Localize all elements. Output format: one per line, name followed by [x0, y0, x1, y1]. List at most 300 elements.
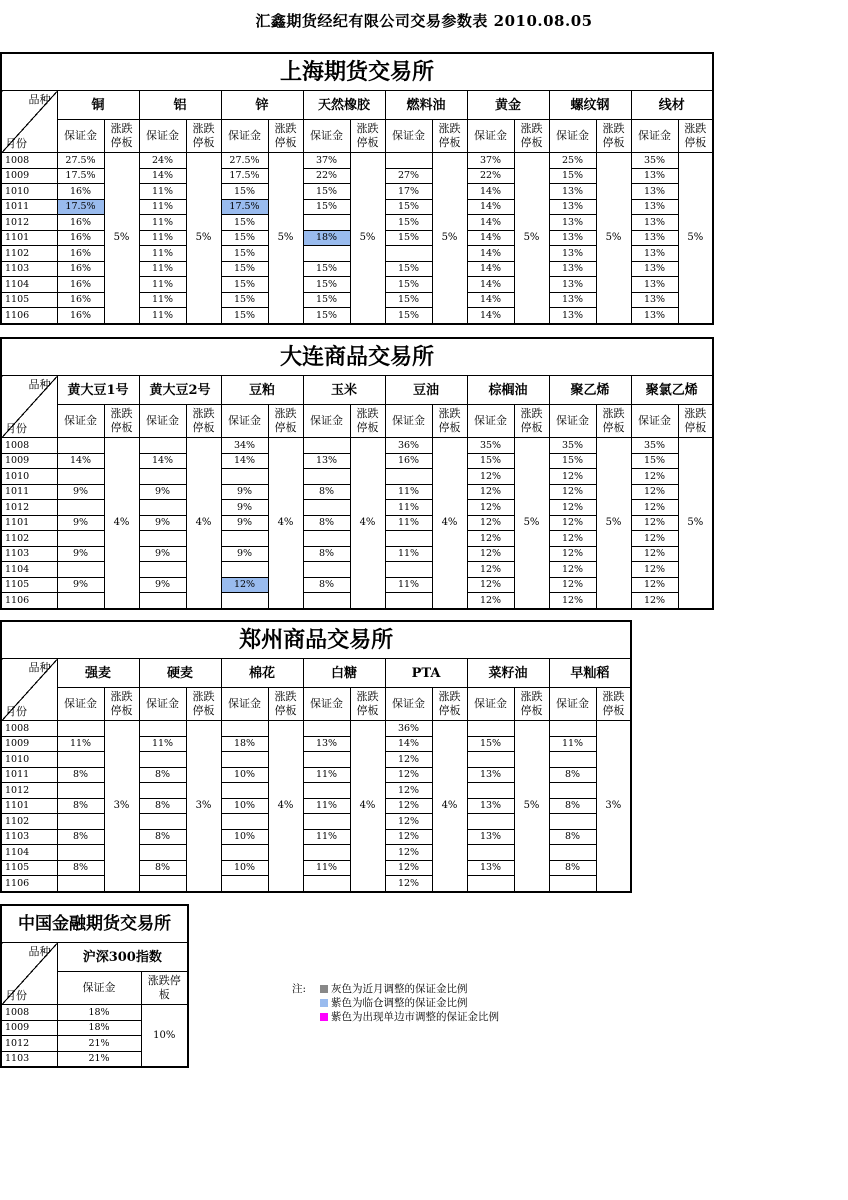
month-cell: 1104 — [1, 562, 57, 578]
month-cell: 1104 — [1, 845, 57, 861]
margin-cell: 12% — [467, 546, 514, 562]
product-name: 聚氯乙烯 — [631, 376, 713, 405]
product-name: 聚乙烯 — [549, 376, 631, 405]
margin-cell — [57, 721, 104, 737]
margin-cell: 14% — [467, 277, 514, 293]
limit-cell: 4% — [432, 438, 467, 609]
margin-cell — [467, 814, 514, 830]
margin-cell: 13% — [549, 184, 596, 200]
margin-cell: 13% — [549, 199, 596, 215]
product-name: 白糖 — [303, 659, 385, 688]
dce-table — [0, 337, 714, 610]
margin-cell: 15% — [221, 292, 268, 308]
margin-cell — [221, 783, 268, 799]
margin-cell: 10% — [221, 798, 268, 814]
margin-cell: 13% — [631, 261, 678, 277]
product-name: PTA — [385, 659, 467, 688]
corner-bottom-label: 月份 — [5, 137, 27, 150]
corner-cell — [1, 376, 57, 438]
margin-cell: 12% — [221, 577, 268, 593]
margin-cell: 16% — [57, 308, 104, 324]
month-cell: 1103 — [1, 261, 57, 277]
limit-header: 涨跌停板 — [432, 688, 467, 721]
product-name: 铝 — [139, 91, 221, 120]
limit-cell: 4% — [350, 721, 385, 892]
product-name: 豆油 — [385, 376, 467, 405]
margin-cell: 12% — [549, 484, 596, 500]
margin-cell: 9% — [221, 546, 268, 562]
margin-header: 保证金 — [221, 120, 268, 153]
margin-cell: 8% — [57, 798, 104, 814]
margin-cell: 13% — [631, 230, 678, 246]
margin-cell — [467, 752, 514, 768]
product-name: 天然橡胶 — [303, 91, 385, 120]
margin-cell: 15% — [221, 184, 268, 200]
margin-cell: 13% — [631, 184, 678, 200]
margin-cell: 13% — [549, 308, 596, 324]
margin-cell — [303, 721, 350, 737]
margin-cell: 12% — [385, 876, 432, 892]
month-cell: 1106 — [1, 308, 57, 324]
margin-cell: 11% — [139, 246, 186, 262]
limit-cell: 5% — [514, 721, 549, 892]
margin-cell: 12% — [631, 469, 678, 485]
cffex-section — [0, 904, 189, 1068]
margin-cell: 9% — [221, 484, 268, 500]
limit-cell: 4% — [186, 438, 221, 609]
product-name: 线材 — [631, 91, 713, 120]
margin-header: 保证金 — [57, 405, 104, 438]
margin-cell: 13% — [467, 829, 514, 845]
margin-cell: 27% — [385, 168, 432, 184]
month-cell: 1104 — [1, 277, 57, 293]
product-name: 菜籽油 — [467, 659, 549, 688]
margin-cell: 12% — [385, 798, 432, 814]
month-cell: 1105 — [1, 860, 57, 876]
limit-header: 涨跌停板 — [268, 405, 303, 438]
margin-header: 保证金 — [549, 405, 596, 438]
margin-cell — [303, 438, 350, 454]
limit-cell: 3% — [186, 721, 221, 892]
product-name: 燃料油 — [385, 91, 467, 120]
margin-cell — [385, 531, 432, 547]
margin-cell: 8% — [57, 860, 104, 876]
gray-swatch-icon — [320, 985, 328, 993]
margin-cell: 14% — [467, 308, 514, 324]
dce-section — [0, 337, 714, 610]
margin-cell — [549, 752, 596, 768]
limit-cell: 4% — [268, 438, 303, 609]
margin-header: 保证金 — [385, 120, 432, 153]
corner-cell — [1, 91, 57, 153]
margin-cell: 18% — [221, 736, 268, 752]
margin-cell: 11% — [139, 230, 186, 246]
margin-cell: 11% — [139, 736, 186, 752]
margin-cell — [57, 814, 104, 830]
margin-cell: 15% — [385, 230, 432, 246]
cffex-title: 中国金融期货交易所 — [1, 905, 188, 943]
limit-cell: 5% — [678, 438, 713, 609]
month-cell: 1011 — [1, 199, 57, 215]
margin-cell — [303, 531, 350, 547]
margin-cell: 13% — [631, 308, 678, 324]
limit-header: 涨跌停板 — [678, 405, 713, 438]
margin-cell: 12% — [549, 531, 596, 547]
margin-cell: 14% — [467, 261, 514, 277]
margin-cell — [57, 500, 104, 516]
limit-cell: 5% — [186, 153, 221, 324]
margin-cell: 25% — [549, 153, 596, 169]
margin-cell: 8% — [139, 767, 186, 783]
limit-header: 涨跌停板 — [186, 688, 221, 721]
limit-header: 涨跌停板 — [104, 120, 139, 153]
margin-cell: 9% — [139, 484, 186, 500]
margin-cell — [57, 531, 104, 547]
margin-cell — [57, 752, 104, 768]
limit-header: 涨跌停板 — [514, 405, 549, 438]
margin-header: 保证金 — [221, 405, 268, 438]
month-cell: 1105 — [1, 577, 57, 593]
margin-header: 保证金 — [303, 120, 350, 153]
margin-cell: 10% — [221, 767, 268, 783]
margin-cell — [467, 721, 514, 737]
corner-cell — [1, 943, 57, 1005]
month-cell: 1008 — [1, 721, 57, 737]
margin-cell: 12% — [549, 469, 596, 485]
margin-cell: 11% — [385, 546, 432, 562]
margin-header: 保证金 — [467, 688, 514, 721]
month-cell: 1009 — [1, 168, 57, 184]
cffex-table — [0, 904, 189, 1068]
margin-cell: 21% — [57, 1036, 141, 1052]
margin-cell: 35% — [549, 438, 596, 454]
czce-title: 郑州商品交易所 — [1, 621, 631, 659]
margin-cell: 12% — [631, 531, 678, 547]
margin-cell: 15% — [221, 308, 268, 324]
note-prefix: 注: — [292, 983, 307, 995]
margin-cell: 15% — [385, 215, 432, 231]
margin-cell: 13% — [467, 798, 514, 814]
margin-cell: 22% — [303, 168, 350, 184]
month-cell: 1101 — [1, 798, 57, 814]
margin-cell: 13% — [631, 168, 678, 184]
limit-cell: 5% — [104, 153, 139, 324]
margin-cell: 11% — [139, 184, 186, 200]
margin-cell: 16% — [385, 453, 432, 469]
note-gray: 灰色为近月调整的保证金比例 — [331, 983, 468, 995]
month-cell: 1102 — [1, 814, 57, 830]
margin-cell: 9% — [139, 577, 186, 593]
margin-header: 保证金 — [139, 405, 186, 438]
margin-cell: 11% — [139, 277, 186, 293]
margin-cell: 16% — [57, 215, 104, 231]
margin-cell — [303, 876, 350, 892]
margin-cell: 18% — [57, 1005, 141, 1021]
margin-cell — [139, 469, 186, 485]
margin-cell: 15% — [385, 261, 432, 277]
margin-cell: 13% — [549, 277, 596, 293]
limit-header: 涨跌停板 — [596, 405, 631, 438]
margin-cell: 10% — [221, 860, 268, 876]
margin-cell: 17% — [385, 184, 432, 200]
margin-cell — [303, 215, 350, 231]
month-cell: 1105 — [1, 292, 57, 308]
margin-cell: 15% — [467, 736, 514, 752]
product-name: 锌 — [221, 91, 303, 120]
month-cell: 1009 — [1, 1020, 57, 1036]
margin-cell — [57, 876, 104, 892]
margin-cell: 24% — [139, 153, 186, 169]
product-name: 黄大豆1号 — [57, 376, 139, 405]
margin-cell — [139, 500, 186, 516]
limit-header: 涨跌停板 — [268, 120, 303, 153]
margin-cell: 15% — [303, 292, 350, 308]
margin-cell: 13% — [631, 292, 678, 308]
margin-cell — [467, 876, 514, 892]
margin-cell — [57, 562, 104, 578]
limit-header: 涨跌停板 — [514, 120, 549, 153]
margin-cell: 14% — [467, 292, 514, 308]
margin-cell: 11% — [139, 292, 186, 308]
shfe-title: 上海期货交易所 — [1, 53, 713, 91]
margin-cell: 9% — [57, 577, 104, 593]
margin-cell — [139, 438, 186, 454]
margin-cell: 13% — [303, 453, 350, 469]
czce-section — [0, 620, 632, 893]
product-name: 沪深300指数 — [57, 943, 188, 972]
margin-cell: 12% — [467, 500, 514, 516]
margin-cell: 8% — [139, 798, 186, 814]
margin-cell — [221, 814, 268, 830]
margin-cell: 15% — [221, 277, 268, 293]
margin-cell: 27.5% — [221, 153, 268, 169]
margin-cell — [303, 593, 350, 609]
margin-cell — [467, 783, 514, 799]
limit-header: 涨跌停板 — [268, 688, 303, 721]
margin-cell: 12% — [385, 783, 432, 799]
margin-cell: 15% — [631, 453, 678, 469]
margin-cell: 12% — [631, 515, 678, 531]
month-cell: 1008 — [1, 438, 57, 454]
margin-cell: 8% — [303, 577, 350, 593]
limit-cell: 3% — [104, 721, 139, 892]
margin-cell: 12% — [467, 531, 514, 547]
margin-cell: 12% — [467, 562, 514, 578]
margin-cell: 35% — [631, 153, 678, 169]
margin-cell: 35% — [467, 438, 514, 454]
month-cell: 1106 — [1, 876, 57, 892]
margin-cell: 14% — [467, 215, 514, 231]
limit-cell: 5% — [514, 153, 549, 324]
margin-cell: 11% — [139, 308, 186, 324]
margin-cell: 15% — [385, 292, 432, 308]
limit-header: 涨跌停板 — [432, 405, 467, 438]
margin-header: 保证金 — [57, 972, 141, 1005]
margin-cell: 9% — [221, 500, 268, 516]
limit-cell: 5% — [350, 153, 385, 324]
page-title: 汇鑫期货经纪有限公司交易参数表 2010.08.05 — [255, 12, 593, 30]
month-cell: 1011 — [1, 484, 57, 500]
margin-cell: 13% — [549, 215, 596, 231]
margin-cell: 12% — [385, 829, 432, 845]
margin-cell: 12% — [631, 593, 678, 609]
margin-cell: 13% — [631, 277, 678, 293]
margin-cell: 14% — [467, 230, 514, 246]
margin-cell: 11% — [139, 261, 186, 277]
margin-cell — [549, 814, 596, 830]
legend-notes — [292, 982, 499, 1024]
margin-cell: 16% — [57, 292, 104, 308]
margin-cell: 18% — [303, 230, 350, 246]
margin-cell — [221, 469, 268, 485]
margin-cell: 15% — [303, 261, 350, 277]
margin-cell — [385, 246, 432, 262]
margin-cell: 13% — [303, 736, 350, 752]
margin-cell: 9% — [221, 515, 268, 531]
limit-cell: 5% — [432, 153, 467, 324]
margin-cell — [549, 783, 596, 799]
note-magenta: 紫色为出现单边市调整的保证金比例 — [331, 1011, 499, 1023]
note-blue: 紫色为临仓调整的保证金比例 — [331, 997, 468, 1009]
limit-cell: 4% — [432, 721, 467, 892]
margin-header: 保证金 — [303, 688, 350, 721]
limit-cell: 4% — [104, 438, 139, 609]
corner-top-label: 品种 — [28, 93, 51, 106]
margin-cell: 12% — [549, 500, 596, 516]
margin-cell: 9% — [139, 515, 186, 531]
margin-cell — [385, 562, 432, 578]
dce-title: 大连商品交易所 — [1, 338, 713, 376]
margin-cell: 15% — [221, 246, 268, 262]
margin-cell: 9% — [57, 515, 104, 531]
limit-header: 涨跌停板 — [350, 120, 385, 153]
month-cell: 1012 — [1, 215, 57, 231]
margin-cell: 15% — [467, 453, 514, 469]
margin-cell: 8% — [303, 515, 350, 531]
limit-cell: 5% — [678, 153, 713, 324]
note-row-blue — [292, 996, 499, 1010]
margin-header: 保证金 — [631, 120, 678, 153]
margin-cell: 8% — [549, 767, 596, 783]
margin-cell: 8% — [549, 860, 596, 876]
margin-cell: 11% — [385, 577, 432, 593]
margin-cell: 14% — [467, 246, 514, 262]
margin-cell: 17.5% — [221, 168, 268, 184]
blue-swatch-icon — [320, 999, 328, 1007]
month-cell: 1010 — [1, 752, 57, 768]
margin-cell: 13% — [467, 767, 514, 783]
limit-header: 涨跌停板 — [186, 405, 221, 438]
margin-cell — [139, 562, 186, 578]
margin-cell: 14% — [385, 736, 432, 752]
margin-cell: 13% — [549, 261, 596, 277]
product-name: 螺纹钢 — [549, 91, 631, 120]
margin-cell: 12% — [467, 593, 514, 609]
magenta-swatch-icon — [320, 1013, 328, 1021]
month-cell: 1103 — [1, 546, 57, 562]
margin-cell: 21% — [57, 1051, 141, 1067]
margin-cell — [57, 469, 104, 485]
product-name: 铜 — [57, 91, 139, 120]
margin-cell: 8% — [549, 829, 596, 845]
margin-cell: 13% — [467, 860, 514, 876]
limit-header: 涨跌停板 — [141, 972, 188, 1005]
margin-cell: 11% — [385, 515, 432, 531]
month-cell: 1009 — [1, 453, 57, 469]
margin-cell — [221, 562, 268, 578]
margin-cell — [385, 153, 432, 169]
margin-cell: 11% — [303, 798, 350, 814]
note-row-gray — [292, 982, 499, 996]
margin-cell — [303, 562, 350, 578]
margin-cell: 15% — [221, 230, 268, 246]
margin-cell — [139, 783, 186, 799]
margin-cell: 13% — [549, 230, 596, 246]
margin-cell: 11% — [57, 736, 104, 752]
margin-cell — [139, 721, 186, 737]
corner-top-label: 品种 — [28, 945, 51, 958]
product-name: 豆粕 — [221, 376, 303, 405]
margin-cell: 8% — [549, 798, 596, 814]
margin-cell: 15% — [549, 168, 596, 184]
product-name: 强麦 — [57, 659, 139, 688]
limit-header: 涨跌停板 — [186, 120, 221, 153]
margin-cell — [57, 845, 104, 861]
margin-cell: 12% — [549, 515, 596, 531]
margin-cell: 15% — [303, 308, 350, 324]
month-cell: 1103 — [1, 1051, 57, 1067]
margin-cell: 15% — [303, 184, 350, 200]
czce-table — [0, 620, 632, 893]
month-cell: 1012 — [1, 500, 57, 516]
margin-cell: 11% — [549, 736, 596, 752]
margin-cell: 11% — [303, 767, 350, 783]
margin-header: 保证金 — [385, 405, 432, 438]
month-cell: 1102 — [1, 246, 57, 262]
limit-cell: 5% — [268, 153, 303, 324]
margin-cell: 11% — [385, 484, 432, 500]
margin-cell: 11% — [303, 860, 350, 876]
margin-cell: 18% — [57, 1020, 141, 1036]
margin-cell: 14% — [57, 453, 104, 469]
limit-header: 涨跌停板 — [104, 688, 139, 721]
margin-cell: 16% — [57, 261, 104, 277]
product-name: 黄大豆2号 — [139, 376, 221, 405]
limit-header: 涨跌停板 — [432, 120, 467, 153]
limit-cell: 5% — [596, 438, 631, 609]
margin-header: 保证金 — [57, 120, 104, 153]
margin-cell: 12% — [467, 515, 514, 531]
margin-cell: 22% — [467, 168, 514, 184]
margin-cell: 12% — [549, 577, 596, 593]
month-cell: 1011 — [1, 767, 57, 783]
margin-cell: 12% — [549, 593, 596, 609]
margin-cell: 16% — [57, 246, 104, 262]
product-name: 早籼稻 — [549, 659, 631, 688]
margin-header: 保证金 — [139, 688, 186, 721]
margin-cell: 12% — [631, 500, 678, 516]
margin-cell: 34% — [221, 438, 268, 454]
margin-cell: 16% — [57, 277, 104, 293]
margin-cell: 17.5% — [221, 199, 268, 215]
margin-header: 保证金 — [57, 688, 104, 721]
margin-cell: 12% — [631, 546, 678, 562]
margin-cell: 9% — [57, 484, 104, 500]
note-row-magenta — [292, 1010, 499, 1024]
margin-cell: 12% — [385, 860, 432, 876]
shfe-table — [0, 52, 714, 325]
corner-bottom-label: 月份 — [5, 422, 27, 435]
